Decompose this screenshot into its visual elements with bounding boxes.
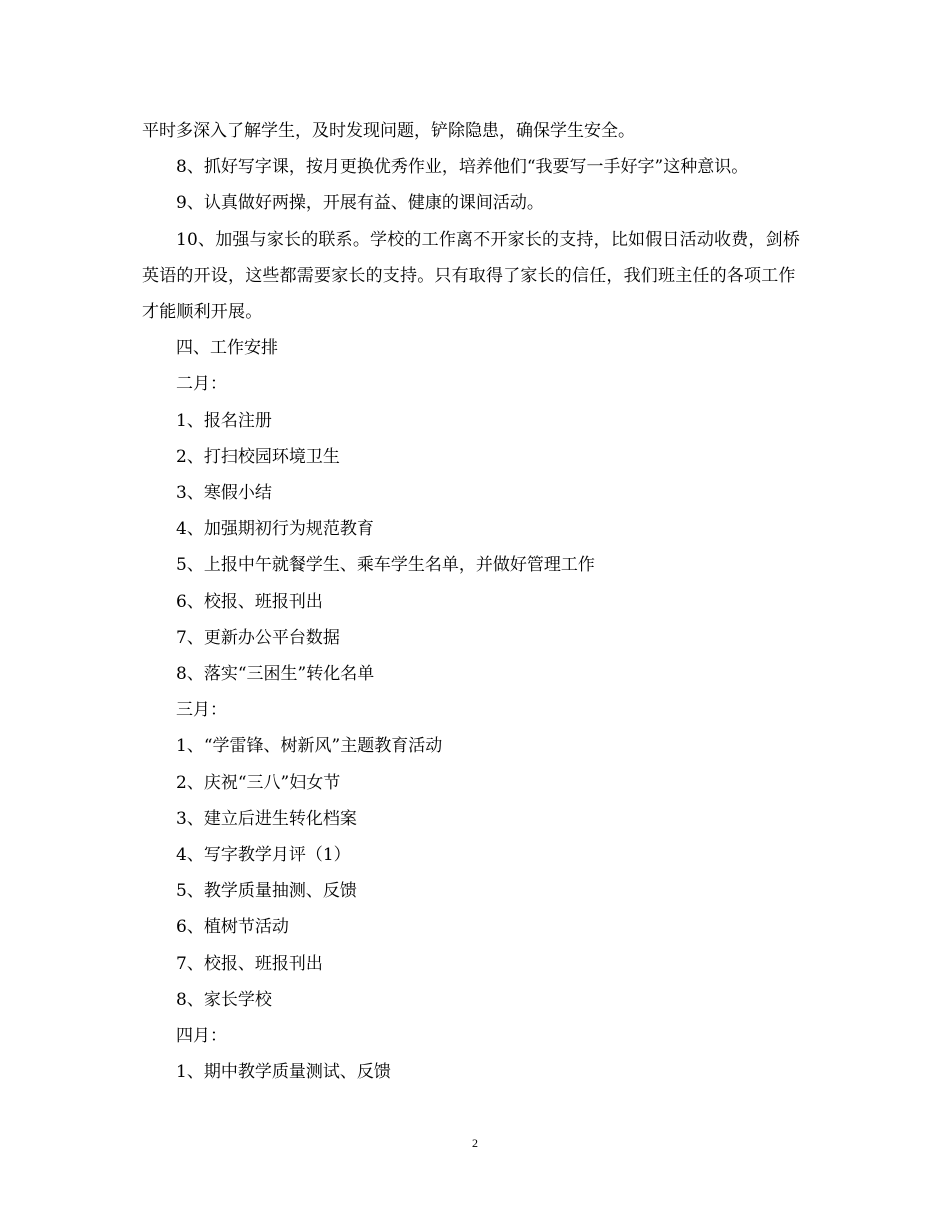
paragraph-safety: 平时多深入了解学生，及时发现问题，铲除隐患，确保学生安全。 xyxy=(142,121,635,141)
list-item: 1、“学雷锋、树新风”主题教育活动 xyxy=(176,736,443,757)
list-item: 1、报名注册 xyxy=(176,410,272,431)
month-heading-april: 四月： xyxy=(176,1026,227,1047)
list-item: 2、打扫校园环境卫生 xyxy=(176,446,340,467)
paragraph-item-10: 10、加强与家长的联系。学校的工作离不开家长的支持，比如假日活动收费，剑桥英语的开设，这些都需要家长的支持。只有取得了家长的信任，我们班主任的各项工作才能顺利开展。 xyxy=(142,229,801,323)
list-item: 5、上报中午就餐学生、乘车学生名单，并做好管理工作 xyxy=(176,555,595,576)
list-item: 1、期中教学质量测试、反馈 xyxy=(176,1062,391,1083)
paragraph-item-8: 8、抓好写字课，按月更换优秀作业，培养他们“我要写一手好字”这种意识。 xyxy=(176,157,749,178)
list-item: 3、寒假小结 xyxy=(176,483,272,504)
list-item: 5、教学质量抽测、反馈 xyxy=(176,881,357,902)
list-item: 4、写字教学月评（1） xyxy=(176,845,351,866)
section-heading-work-plan: 四、工作安排 xyxy=(176,338,278,359)
page-number: 2 xyxy=(472,1136,478,1150)
list-item: 6、植树节活动 xyxy=(176,917,289,938)
list-item: 2、庆祝“三八”妇女节 xyxy=(176,772,341,793)
paragraph-item-9: 9、认真做好两操，开展有益、健康的课间活动。 xyxy=(176,193,544,214)
month-heading-march: 三月： xyxy=(176,700,227,721)
list-item: 3、建立后进生转化档案 xyxy=(176,808,357,829)
list-item: 6、校报、班报刊出 xyxy=(176,591,323,612)
document-body xyxy=(142,113,802,1090)
list-item: 7、更新办公平台数据 xyxy=(176,627,340,648)
list-item: 7、校报、班报刊出 xyxy=(176,953,323,974)
list-item: 4、加强期初行为规范教育 xyxy=(176,519,374,540)
list-item: 8、家长学校 xyxy=(176,989,272,1010)
list-item: 8、落实“三困生”转化名单 xyxy=(176,664,375,685)
month-heading-february: 二月： xyxy=(176,374,227,395)
